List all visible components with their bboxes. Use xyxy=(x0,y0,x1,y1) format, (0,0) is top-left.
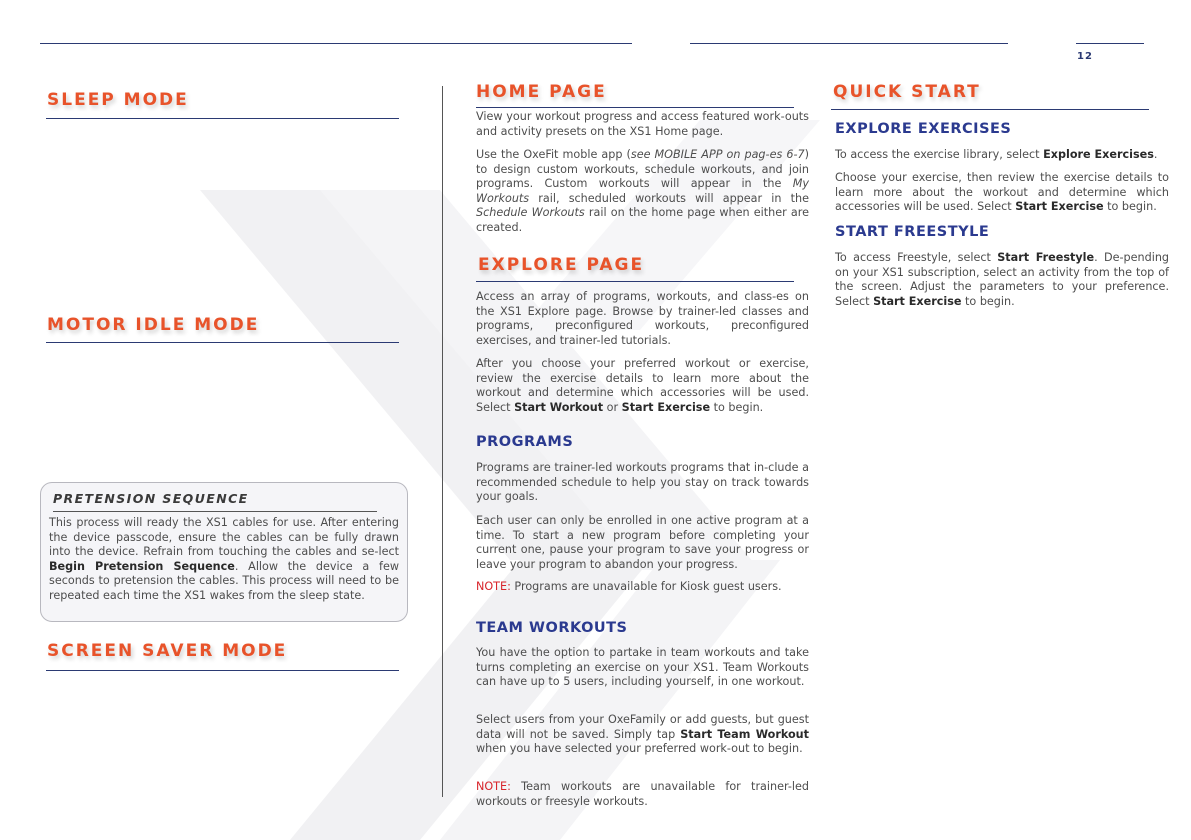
pretension-sequence-box xyxy=(40,482,408,622)
explore-page-rule xyxy=(476,281,794,282)
explore-page-paragraph-2: After you choose your preferred workout or exercise, review the exercise details to learn more about the workout and determine which accessories will be used. Select Start Workout or Start Exercise to begin. xyxy=(476,357,809,414)
pretension-sequence-title: PRETENSION SEQUENCE xyxy=(53,491,249,506)
home-page-paragraph-1: View your workout progress and access featured work-outs and activity presets on the XS1 Home page. xyxy=(476,110,809,138)
programs-note: NOTE: Programs are unavailable for Kiosk guest users. xyxy=(476,580,782,593)
header-rule-left xyxy=(40,43,632,44)
explore-page-title: EXPLORE PAGE xyxy=(478,255,645,275)
header-rule-middle xyxy=(690,43,1008,44)
home-page-title: HOME PAGE xyxy=(476,82,607,102)
team-workouts-paragraph-2: Select users from your OxeFamily or add guests, but guest data will not be saved. Simply tap Start Team Workout when you have selected your preferred work-out to begin. xyxy=(476,713,809,756)
explore-exercises-paragraph-2: Choose your exercise, then review the exercise details to learn more about the workout and determine which accessories will be used. Select Start Exercise to begin. xyxy=(835,171,1169,214)
programs-paragraph-2: Each user can only be enrolled in one active program at a time. To start a new program before completing your current one, pause your program to save your progress or leave your program to abandon your progress. xyxy=(476,514,809,571)
motor-idle-mode-title: MOTOR IDLE MODE xyxy=(47,315,260,335)
pretension-sequence-rule xyxy=(53,511,377,512)
explore-exercises-title: EXPLORE EXERCISES xyxy=(835,121,1012,137)
start-freestyle-title: START FREESTYLE xyxy=(835,224,990,240)
team-workouts-title: TEAM WORKOUTS xyxy=(476,620,628,636)
pretension-sequence-text: This process will ready the XS1 cables for use. After entering the device passcode, ensure the cables can be fully drawn into the device. Refrain from touching the cables and se-lect Begin Pretension Sequence. Allow the device a few seconds to pretension the cables. This process will need to be repeated each time the XS1 wakes from the sleep state. xyxy=(49,516,399,602)
team-workouts-paragraph-1: You have the option to partake in team workouts and take turns completing an exercise on your XS1. Team Workouts can have up to 5 users, including yourself, in one workout. xyxy=(476,646,809,689)
quick-start-rule xyxy=(831,109,1149,110)
explore-exercises-paragraph-1: To access the exercise library, select Explore Exercises. xyxy=(835,148,1158,161)
home-page-rule xyxy=(476,107,794,108)
explore-page-paragraph-1: Access an array of programs, workouts, and class-es on the XS1 Explore page. Browse by trainer-led classes and programs, preconfigured workouts, preconfigured exercises, and trainer-led tutorials. xyxy=(476,290,809,347)
sleep-mode-rule xyxy=(46,118,399,119)
programs-title: PROGRAMS xyxy=(476,434,574,450)
screen-saver-mode-rule xyxy=(46,670,399,671)
motor-idle-mode-rule xyxy=(46,342,399,343)
column-divider xyxy=(442,86,443,797)
header-rule-right xyxy=(1076,43,1144,44)
screen-saver-mode-title: SCREEN SAVER MODE xyxy=(47,641,288,661)
programs-paragraph-1: Programs are trainer-led workouts programs that in-clude a recommended schedule to help you stay on track towards your goals. xyxy=(476,461,809,504)
home-page-paragraph-2: Use the OxeFit moble app (see MOBILE APP on pag-es 6-7) to design custom workouts, schedule workouts, and join programs. Custom workouts will appear in the My Workouts rail, scheduled workouts will appear in the Schedule Workouts rail on the home page when either are created. xyxy=(476,148,809,234)
begin-pretension-sequence-label: Begin Pretension Sequence xyxy=(49,559,235,573)
team-workouts-note: NOTE: Team workouts are unavailable for trainer-led workouts or freesyle workouts. xyxy=(476,780,809,808)
sleep-mode-title: SLEEP MODE xyxy=(47,90,189,110)
page-number: 12 xyxy=(1077,51,1093,62)
quick-start-title: QUICK START xyxy=(833,82,981,102)
start-freestyle-paragraph: To access Freestyle, select Start Freestyle. De-pending on your XS1 subscription, select an activity from the top of the screen. Adjust the parameters to your preference. Select Start Exercise to begin. xyxy=(835,251,1170,308)
